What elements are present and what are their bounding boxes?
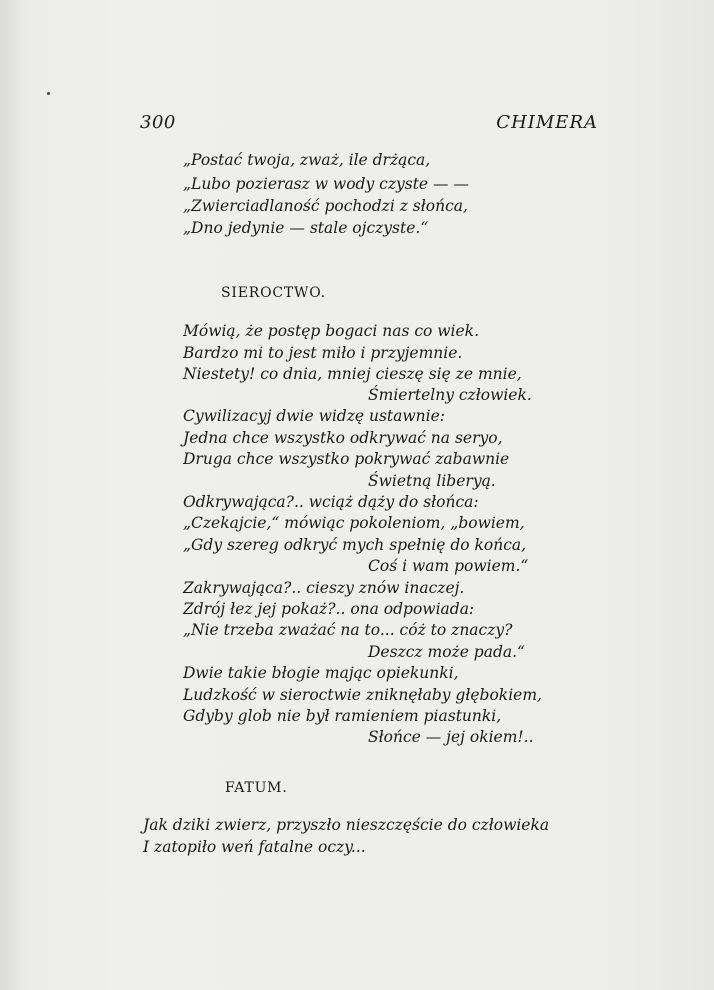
journal-title: CHIMERA xyxy=(496,112,598,133)
poem-line: Niestety! co dnia, mniej cieszę się ze mnie, xyxy=(183,365,522,383)
poem-line: „Nie trzeba zważać na to... cóż to znaczy? xyxy=(183,621,513,639)
intro-line: „Postać twoja, zważ, ile drżąca, xyxy=(183,151,431,169)
poem-line: Deszcz może pada.“ xyxy=(368,643,525,661)
poem-line: Świetną liberyą. xyxy=(368,472,496,490)
poem-line: Bardzo mi to jest miło i przyjemnie. xyxy=(183,344,463,362)
intro-line: „Zwierciadlaność pochodzi z słońca, xyxy=(183,197,468,215)
poem-line: Odkrywająca?.. wciąż dąży do słońca: xyxy=(183,493,479,511)
poem-line: Cywilizacyj dwie widzę ustawnie: xyxy=(183,407,446,425)
poem-line: Dwie takie błogie mając opiekunki, xyxy=(183,664,459,682)
poem-title-sieroctwo: SIEROCTWO. xyxy=(221,285,326,301)
poem-line: Śmiertelny człowiek. xyxy=(368,386,532,404)
ink-speck xyxy=(47,92,50,95)
poem-line: Gdyby glob nie był ramieniem piastunki, xyxy=(183,707,502,725)
poem-line: „Gdy szereg odkryć mych spełnię do końca, xyxy=(183,536,527,554)
poem-title-fatum: FATUM. xyxy=(225,780,288,796)
poem-line: Jedna chce wszystko odkrywać na seryo, xyxy=(183,429,503,447)
poem-line: Słońce — jej okiem!.. xyxy=(368,728,534,746)
poem-line: Ludzkość w sieroctwie zniknęłaby głębokiem, xyxy=(183,686,542,704)
poem-line: Coś i wam powiem.“ xyxy=(368,557,529,575)
intro-line: „Dno jedynie — stale ojczyste.“ xyxy=(183,219,429,237)
poem-line: Zakrywająca?.. cieszy znów inaczej. xyxy=(183,579,465,597)
poem-line: Druga chce wszystko pokrywać zabawnie xyxy=(183,450,510,468)
poem-line: Jak dziki zwierz, przyszło nieszczęście do człowieka xyxy=(143,816,550,834)
running-head xyxy=(0,112,714,140)
page-number: 300 xyxy=(140,112,176,133)
poem-line: I zatopiło weń fatalne oczy... xyxy=(143,838,366,856)
poem-line: „Czekajcie,“ mówiąc pokoleniom, „bowiem, xyxy=(183,514,525,532)
poem-line: Mówią, że postęp bogaci nas co wiek. xyxy=(183,322,479,340)
intro-line: „Lubo pozierasz w wody czyste — — xyxy=(183,175,469,193)
poem-line: Zdrój łez jej pokaż?.. ona odpowiada: xyxy=(183,600,475,618)
